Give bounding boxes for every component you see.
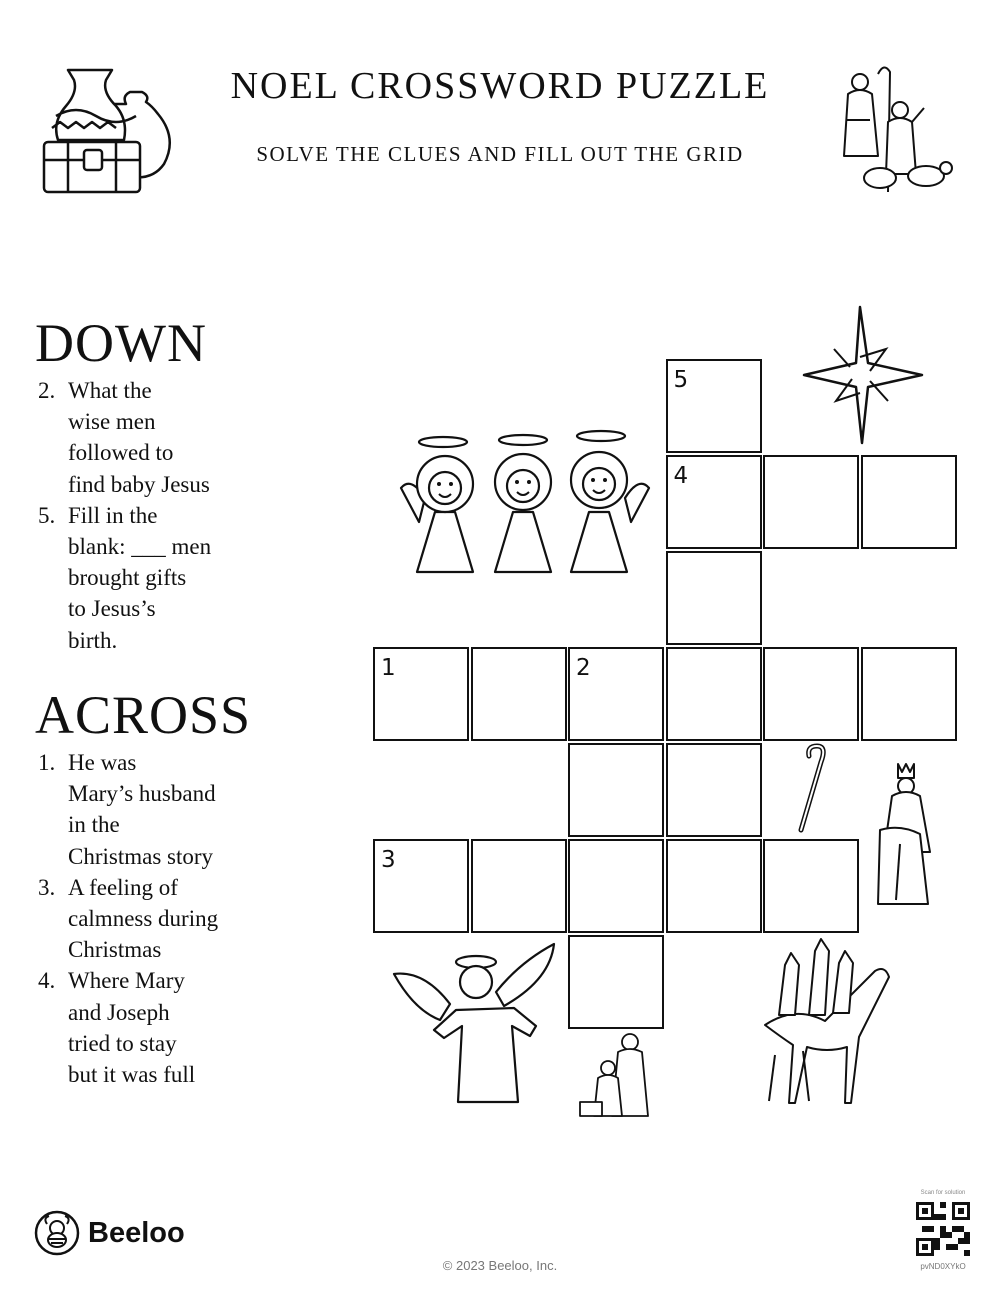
cell-number: 2 [576, 655, 591, 681]
grid-cell[interactable] [666, 359, 762, 453]
grid-cell[interactable] [861, 647, 957, 741]
grid-cell[interactable] [666, 551, 762, 645]
down-heading: DOWN [35, 313, 207, 373]
clue-number: 1. [38, 750, 56, 775]
grid-cell[interactable] [861, 455, 957, 549]
star-illustration [800, 305, 930, 445]
across-heading: ACROSS [35, 685, 252, 745]
grid-cell[interactable] [471, 839, 567, 933]
grid-cell[interactable] [568, 647, 664, 741]
shepherds-illustration [830, 60, 970, 200]
grid-cell[interactable] [763, 839, 859, 933]
down-clue [38, 375, 211, 500]
grid-cell[interactable] [666, 455, 762, 549]
page-title: NOEL CROSSWORD PUZZLE [230, 65, 770, 107]
qr-code-icon [916, 1202, 970, 1256]
flying-angel-illustration [390, 938, 560, 1110]
grid-cell[interactable] [666, 839, 762, 933]
clue-number: 2. [38, 378, 56, 403]
clue-text: What the wise men followed to find baby Jesus [68, 378, 210, 497]
grid-cell[interactable] [666, 743, 762, 837]
clue-number: 5. [38, 502, 56, 528]
across-clue [38, 872, 218, 966]
grid-cell[interactable] [568, 743, 664, 837]
shepherd-staff-illustration [795, 742, 835, 834]
grid-cell[interactable] [373, 839, 469, 933]
clue-number: 3. [38, 874, 56, 900]
grid-cell[interactable] [568, 935, 664, 1029]
cell-number: 5 [673, 367, 689, 393]
cell-number: 3 [381, 847, 396, 873]
grid-cell[interactable] [666, 647, 762, 741]
grid-cell[interactable] [471, 647, 567, 741]
copyright-text: © 2023 Beeloo, Inc. [442, 1258, 558, 1273]
page-subtitle: SOLVE THE CLUES AND FILL OUT THE GRID [256, 142, 744, 166]
across-clue [38, 965, 218, 1090]
brand-logo [34, 1210, 185, 1256]
wise-men-illustration [870, 760, 940, 910]
clue-text: Where Mary and Joseph tried to stay but it was full [68, 968, 196, 1088]
cell-number: 4 [673, 463, 689, 489]
qr-caption: Scan for solution [920, 1190, 966, 1196]
clue-text: Fill in the blank: ___ men brought gifts to Jesus’s birth. [68, 502, 212, 653]
across-clue-list [38, 747, 218, 1090]
down-clue [38, 500, 211, 656]
bee-icon [34, 1210, 80, 1256]
angels-illustration [395, 428, 655, 578]
clue-text: He was Mary’s husband in the Christmas story [68, 750, 216, 869]
grid-cell[interactable] [763, 455, 859, 549]
grid-cell[interactable] [568, 839, 664, 933]
holy-family-illustration [578, 1030, 658, 1118]
camels-illustration [745, 935, 895, 1107]
down-clue-list [38, 375, 211, 656]
qr-code-id: pvND0XYkO [920, 1262, 966, 1271]
clue-number: 4. [38, 968, 56, 994]
gifts-illustration [38, 62, 188, 197]
grid-cell[interactable] [763, 647, 859, 741]
clue-text: A feeling of calmness during Christmas [68, 874, 219, 963]
cell-number: 1 [381, 655, 396, 681]
across-clue [38, 747, 218, 872]
brand-name: Beeloo [88, 1216, 185, 1249]
grid-cell[interactable] [373, 647, 469, 741]
